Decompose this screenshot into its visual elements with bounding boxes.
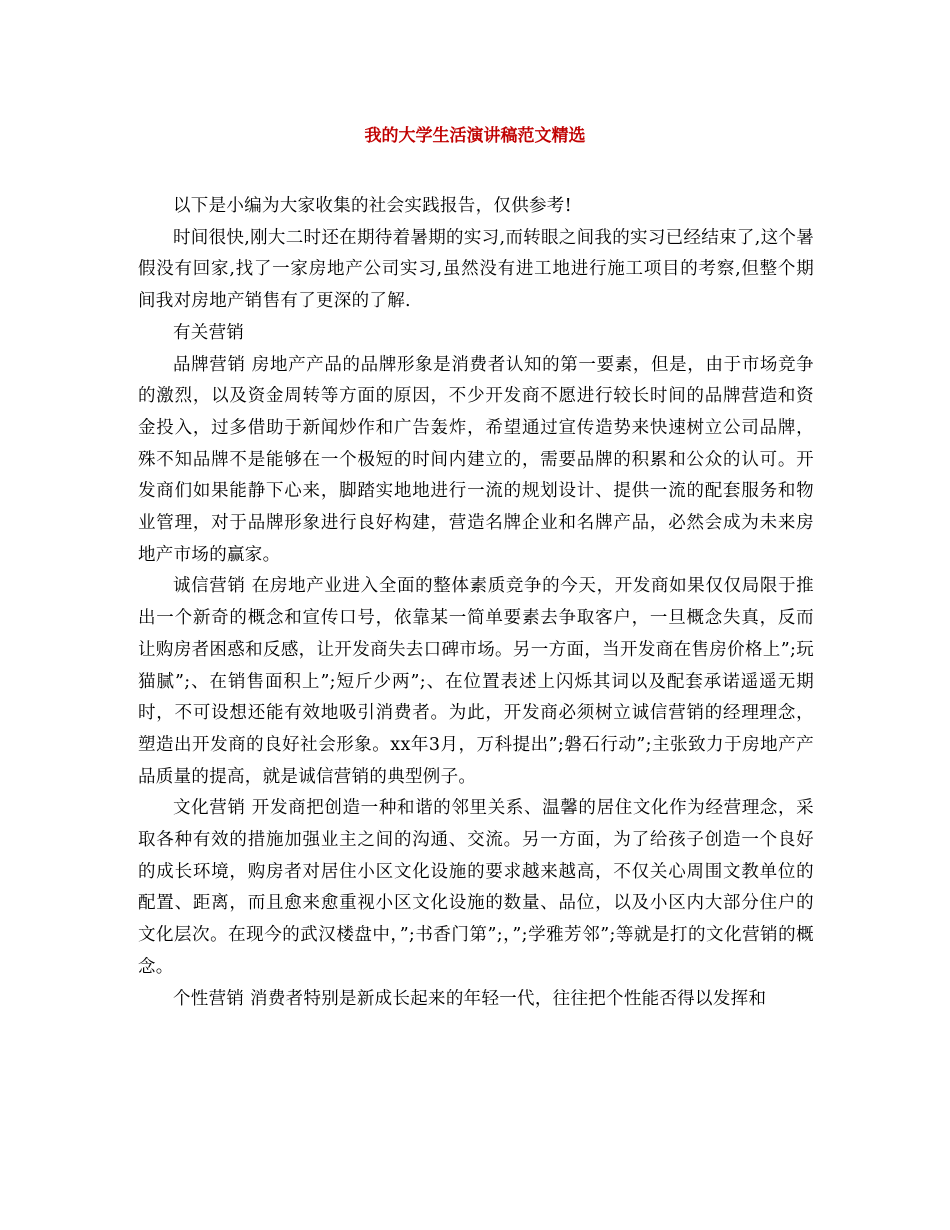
paragraph-culture-marketing: 文化营销 开发商把创造一种和谐的邻里关系、温馨的居住文化作为经营理念，采取各种有效的措施加强业主之间的沟通、交流。另一方面，为了给孩子创造一个良好的成长环境，购房者对居住小区文化设施的要求越来越高，不仅关心周围文教单位的配置、距离，而且愈来愈重视小区文化设施的数量、品位，以及小区内大部分住户的文化层次。在现今的武汉楼盘中，”;书香门第”;，”;学雅芳邻”;等就是打的文化营销的概念。	[138, 798, 814, 977]
paragraph-intro: 以下是小编为大家收集的社会实践报告，仅供参考!	[173, 196, 572, 216]
page-title: 我的大学生活演讲稿范文精选	[364, 126, 586, 146]
document-body	[138, 191, 814, 1015]
paragraph-internship: 时间很快,刚大二时还在期待着暑期的实习,而转眼之间我的实习已经结束了,这个暑假没有回家,找了一家房地产公司实习,虽然没有进工地进行施工项目的考察,但整个期间我对房地产销售有了更深的了解.	[138, 227, 814, 312]
paragraph-integrity-marketing: 诚信营销 在房地产业进入全面的整体素质竞争的今天，开发商如果仅仅局限于推出一个新奇的概念和宣传口号，依靠某一简单要素去争取客户，一旦概念失真，反而让购房者困惑和反感，让开发商失去口碑市场。另一方面，当开发商在售房价格上”;玩猫腻”;、在销售面积上”;短斤少两”;、在位置表述上闪烁其词以及配套承诺遥遥无期时，不可设想还能有效地吸引消费者。为此，开发商必须树立诚信营销的经理理念，塑造出开发商的良好社会形象。xx年3月，万科提出”;磐石行动”;主张致力于房地产产品质量的提高，就是诚信营销的典型例子。	[138, 576, 814, 787]
paragraph-brand-marketing: 品牌营销 房地产产品的品牌形象是消费者认知的第一要素，但是，由于市场竞争的激烈，以及资金周转等方面的原因，不少开发商不愿进行较长时间的品牌营造和资金投入，过多借助于新闻炒作和广告轰炸，希望通过宣传造势来快速树立公司品牌，殊不知品牌不是能够在一个极短的时间内建立的，需要品牌的积累和公众的认可。开发商们如果能静下心来，脚踏实地地进行一流的规划设计、提供一流的配套服务和物业管理，对于品牌形象进行良好构建，营造名牌企业和名牌产品，必然会成为未来房地产市场的赢家。	[138, 354, 814, 565]
paragraph-personality-marketing: 个性营销 消费者特别是新成长起来的年轻一代，往往把个性能否得以发挥和	[173, 988, 767, 1009]
section-heading-marketing: 有关营销	[173, 322, 245, 343]
